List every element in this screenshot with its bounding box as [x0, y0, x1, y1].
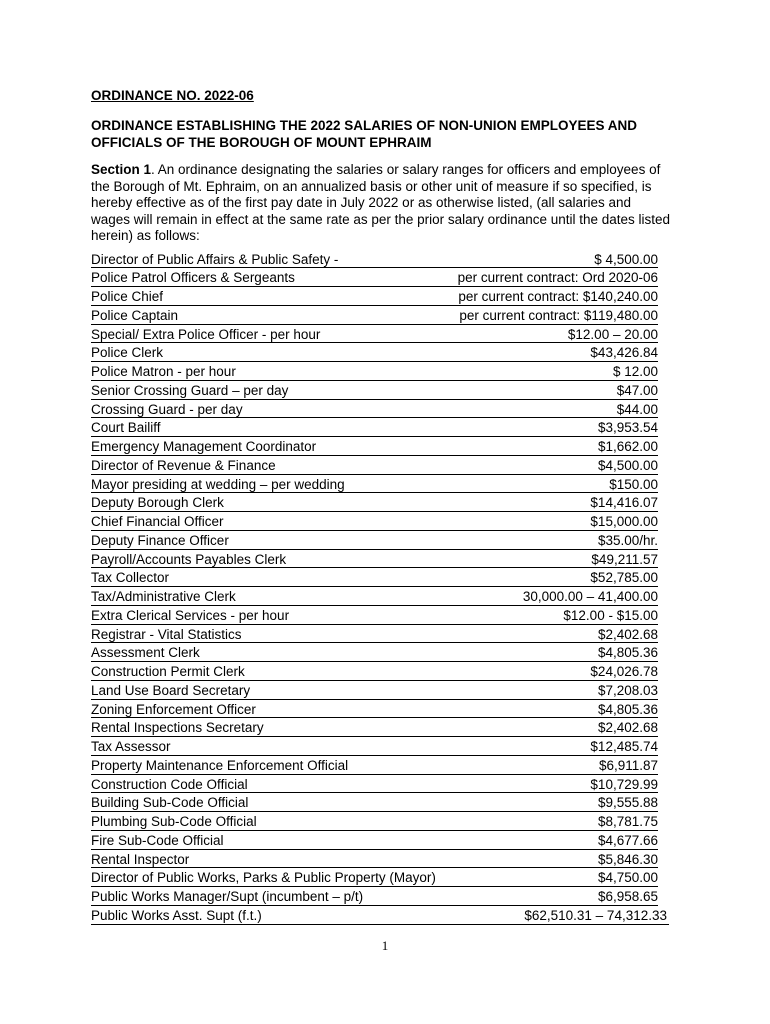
salary-row	[91, 344, 671, 363]
salary-row	[91, 813, 671, 832]
position-title: Mayor presiding at wedding – per wedding	[91, 476, 345, 492]
salary-row	[91, 719, 671, 738]
salary-amount: $4,677.66	[597, 832, 658, 848]
salary-row	[91, 419, 671, 438]
salary-row	[91, 907, 671, 926]
position-title: Land Use Board Secretary	[91, 682, 251, 698]
salary-amount: $4,805.36	[597, 645, 658, 661]
position-title: Construction Permit Clerk	[91, 664, 245, 679]
salary-row	[91, 551, 671, 570]
salary-row	[91, 682, 671, 701]
position-title: Property Maintenance Enforcement Official	[91, 757, 349, 773]
position-title: Construction Code Official	[91, 776, 248, 792]
position-title: Rental Inspections Secretary	[91, 720, 264, 736]
salary-row	[91, 307, 671, 326]
salary-row	[91, 363, 671, 382]
position-title: Chief Financial Officer	[91, 514, 224, 529]
salary-row	[91, 251, 671, 270]
row-underline	[91, 436, 658, 437]
position-title: Senior Crossing Guard – per day	[91, 382, 289, 398]
salary-row	[91, 738, 671, 757]
position-title: Tax Collector	[91, 570, 170, 586]
salary-row	[91, 644, 671, 663]
salary-amount: $6,911.87	[598, 757, 658, 773]
salary-row	[91, 626, 671, 645]
position-title: Deputy Borough Clerk	[91, 495, 224, 511]
position-title: Payroll/Accounts Payables Clerk	[91, 551, 287, 567]
salary-amount: $1,662.00	[597, 439, 658, 454]
salary-amount: $4,500.00	[597, 457, 658, 473]
salary-row	[91, 476, 671, 495]
position-title: Tax/Administrative Clerk	[91, 589, 236, 604]
salary-row	[91, 494, 671, 513]
salary-row	[91, 326, 671, 345]
position-title: Public Works Asst. Supt (f.t.)	[91, 907, 262, 923]
salary-amount: $47.00	[616, 382, 658, 398]
position-title: Rental Inspector	[91, 851, 190, 867]
salary-row	[91, 794, 671, 813]
position-title: Police Chief	[91, 289, 164, 304]
position-title: Director of Public Affairs & Public Safety -	[91, 251, 339, 267]
salary-row	[91, 569, 671, 588]
salary-amount: per current contract: Ord 2020-06	[457, 270, 658, 286]
salary-amount: $ 12.00	[612, 364, 658, 379]
salary-amount: $14,416.07	[590, 495, 658, 511]
salary-amount: $44.00	[616, 401, 658, 417]
salary-amount: $12,485.74	[590, 739, 658, 754]
salary-row	[91, 663, 671, 682]
position-title: Building Sub-Code Official	[91, 795, 249, 811]
position-title: Registrar - Vital Statistics	[91, 626, 242, 642]
salary-amount: $9,555.88	[597, 795, 658, 811]
row-underline	[91, 586, 658, 587]
salary-row	[91, 588, 671, 607]
position-title: Extra Clerical Services - per hour	[91, 607, 290, 623]
position-title: Special/ Extra Police Officer - per hour	[91, 326, 321, 342]
salary-amount: $49,211.57	[591, 551, 658, 567]
document-page	[91, 87, 671, 926]
salary-amount: $24,026.78	[590, 664, 658, 679]
position-title: Crossing Guard - per day	[91, 401, 243, 417]
section-text: . An ordinance designating the salaries or salary ranges for officers and employees of the Borough of Mt. Ephraim, on an annualized basis or other unit of measure if so specified, is hereby effective as of the first pay date in July 2022 or as otherwise listed, (all salaries and wages will remain in effect at the same rate as per the prior salary ordinance until the dates listed herein) as follows:	[91, 162, 671, 243]
salary-amount: 30,000.00 – 41,400.00	[522, 589, 658, 604]
salary-row	[91, 851, 671, 870]
position-title: Emergency Management Coordinator	[91, 439, 317, 454]
salary-amount: $4,805.36	[597, 701, 658, 717]
salary-amount: $ 4,500.00	[594, 251, 658, 267]
salary-amount: $15,000.00	[590, 514, 658, 529]
salary-row	[91, 757, 671, 776]
salary-row	[91, 776, 671, 795]
position-title: Director of Public Works, Parks & Public Property (Mayor)	[91, 870, 436, 886]
page-number: 1	[381, 938, 389, 953]
ordinance-title: ORDINANCE ESTABLISHING THE 2022 SALARIES OF NON-UNION EMPLOYEES AND OFFICIALS OF THE BOROUGH OF MOUNT EPHRAIM	[91, 118, 638, 150]
ordinance-number: ORDINANCE NO. 2022-06	[91, 88, 254, 103]
salary-amount: $12.00 - $15.00	[563, 607, 658, 623]
position-title: Fire Sub-Code Official	[91, 832, 224, 848]
position-title: Deputy Finance Officer	[91, 532, 229, 548]
salary-row	[91, 701, 671, 720]
position-title: Police Captain	[91, 307, 179, 323]
salary-row	[91, 832, 671, 851]
salary-amount: $12.00 – 20.00	[567, 326, 658, 342]
position-title: Tax Assessor	[91, 739, 171, 754]
salary-amount: $10,729.99	[590, 776, 658, 792]
section-1-paragraph	[91, 162, 671, 245]
position-title: Assessment Clerk	[91, 645, 200, 661]
salary-row	[91, 288, 671, 307]
position-title: Zoning Enforcement Officer	[91, 701, 256, 717]
row-underline	[91, 361, 658, 362]
position-title: Police Patrol Officers & Sergeants	[91, 270, 295, 286]
row-underline	[91, 755, 658, 756]
position-title: Director of Revenue & Finance	[91, 457, 276, 473]
salary-amount: $5,846.30	[597, 851, 658, 867]
salary-row	[91, 382, 671, 401]
position-title: Court Bailiff	[91, 420, 161, 436]
salary-amount: $2,402.68	[597, 626, 658, 642]
salary-amount: $7,208.03	[597, 682, 658, 698]
salary-row	[91, 457, 671, 476]
section-label: Section 1	[91, 162, 152, 177]
salary-row	[91, 513, 671, 532]
salary-amount: $62,510.31 – 74,312.33	[524, 907, 667, 923]
salary-amount: $4,750.00	[597, 870, 658, 886]
position-title: Police Matron - per hour	[91, 364, 236, 379]
salary-amount: per current contract: $119,480.00	[459, 307, 658, 323]
salary-row	[91, 438, 671, 457]
salary-amount: $150.00	[609, 476, 658, 492]
salary-amount: $35.00/hr.	[597, 532, 658, 548]
salary-amount: per current contract: $140,240.00	[458, 289, 658, 304]
salary-amount: $43,426.84	[590, 345, 658, 361]
salary-amount: $8,781.75	[597, 814, 658, 829]
salary-row	[91, 532, 671, 551]
salary-amount: $52,785.00	[590, 570, 658, 586]
salary-list	[91, 251, 671, 926]
position-title: Police Clerk	[91, 345, 164, 361]
salary-row	[91, 607, 671, 626]
salary-row	[91, 888, 671, 907]
position-title: Plumbing Sub-Code Official	[91, 814, 257, 829]
salary-amount: $3,953.54	[597, 420, 658, 436]
salary-row	[91, 269, 671, 288]
salary-amount: $2,402.68	[597, 720, 658, 736]
salary-row	[91, 401, 671, 420]
salary-row	[91, 869, 671, 888]
salary-amount: $6,958.65	[597, 889, 658, 904]
position-title: Public Works Manager/Supt (incumbent – p/t)	[91, 889, 364, 904]
